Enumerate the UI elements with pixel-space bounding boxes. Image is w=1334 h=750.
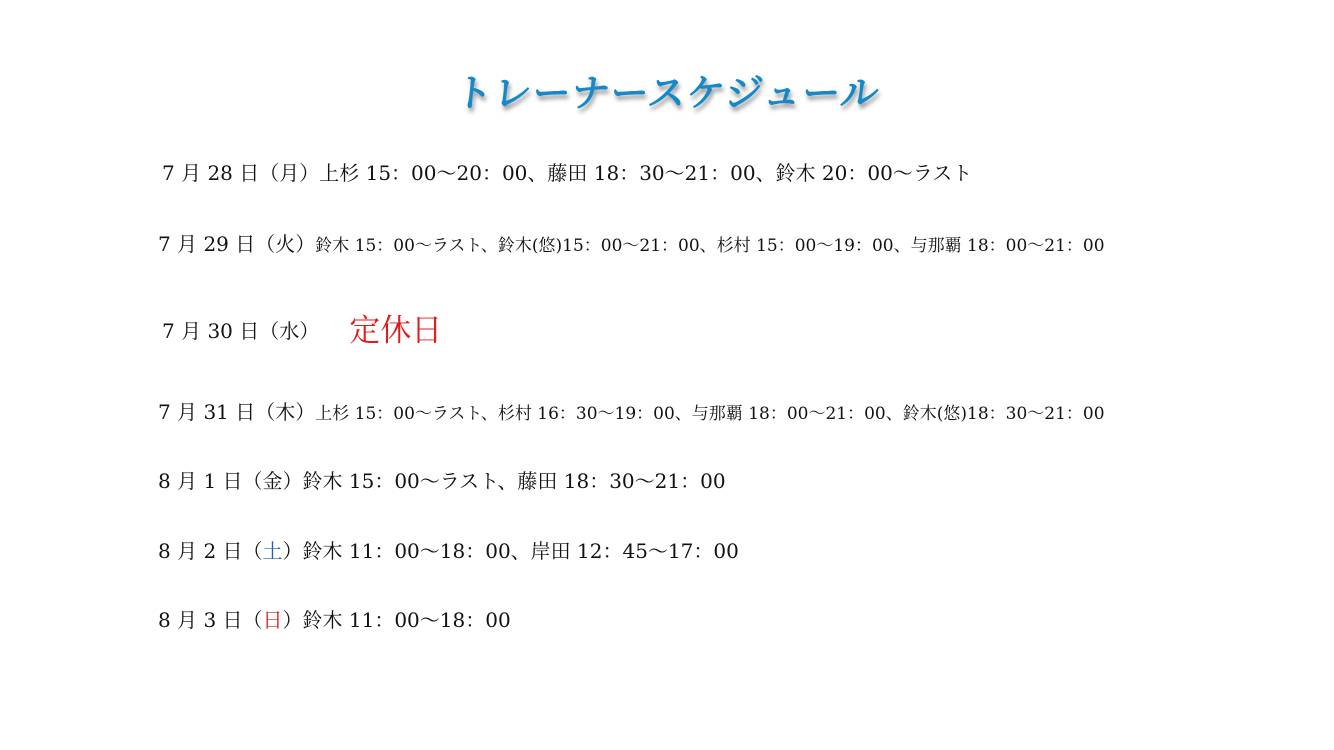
schedule-row-0802 (158, 541, 739, 561)
saturday-weekday: 土 (262, 539, 283, 563)
schedule-row-0731 (158, 402, 1105, 423)
schedule-date: 7 月 30 日（水） (162, 319, 320, 343)
schedule-entries: 上杉 15：00〜ラスト、杉村 16：30〜19：00、与那覇 18：00〜21：00、鈴木(悠)18：30〜21：00 (315, 404, 1105, 424)
schedule-row-0801 (158, 471, 726, 491)
schedule-entries: 鈴木 15：00〜ラスト、藤田 18：30〜21：00 (302, 469, 726, 493)
sunday-weekday: 日 (262, 608, 283, 632)
schedule-date-suffix: ） (282, 608, 303, 632)
schedule-row-0803 (158, 610, 511, 630)
schedule-row-0728 (162, 163, 972, 183)
schedule-row-0730 (162, 313, 443, 349)
schedule-entries: 鈴木 15：00〜ラスト、鈴木(悠)15：00〜21：00、杉村 15：00〜19：00、与那覇 18：00〜21：00 (315, 236, 1105, 256)
schedule-entries: 鈴木 11：00〜18：00 (302, 608, 511, 632)
schedule-date: 7 月 28 日（月） (162, 161, 320, 185)
title-container (0, 62, 1334, 117)
schedule-date-prefix: 8 月 2 日（ (158, 539, 263, 563)
schedule-row-0729 (158, 234, 1105, 255)
schedule-date: 7 月 31 日（木） (158, 400, 316, 424)
schedule-date: 8 月 1 日（金） (158, 469, 303, 493)
schedule-date-suffix: ） (282, 539, 303, 563)
closed-day-label: 定休日 (349, 313, 443, 349)
schedule-date-prefix: 8 月 3 日（ (158, 608, 263, 632)
page-title: トレーナースケジュール (451, 71, 882, 115)
schedule-date: 7 月 29 日（火） (158, 232, 316, 256)
schedule-entries: 鈴木 11：00〜18：00、岸田 12：45〜17：00 (302, 539, 739, 563)
schedule-entries: 上杉 15：00〜20：00、藤田 18：30〜21：00、鈴木 20：00〜ラスト (319, 161, 973, 185)
